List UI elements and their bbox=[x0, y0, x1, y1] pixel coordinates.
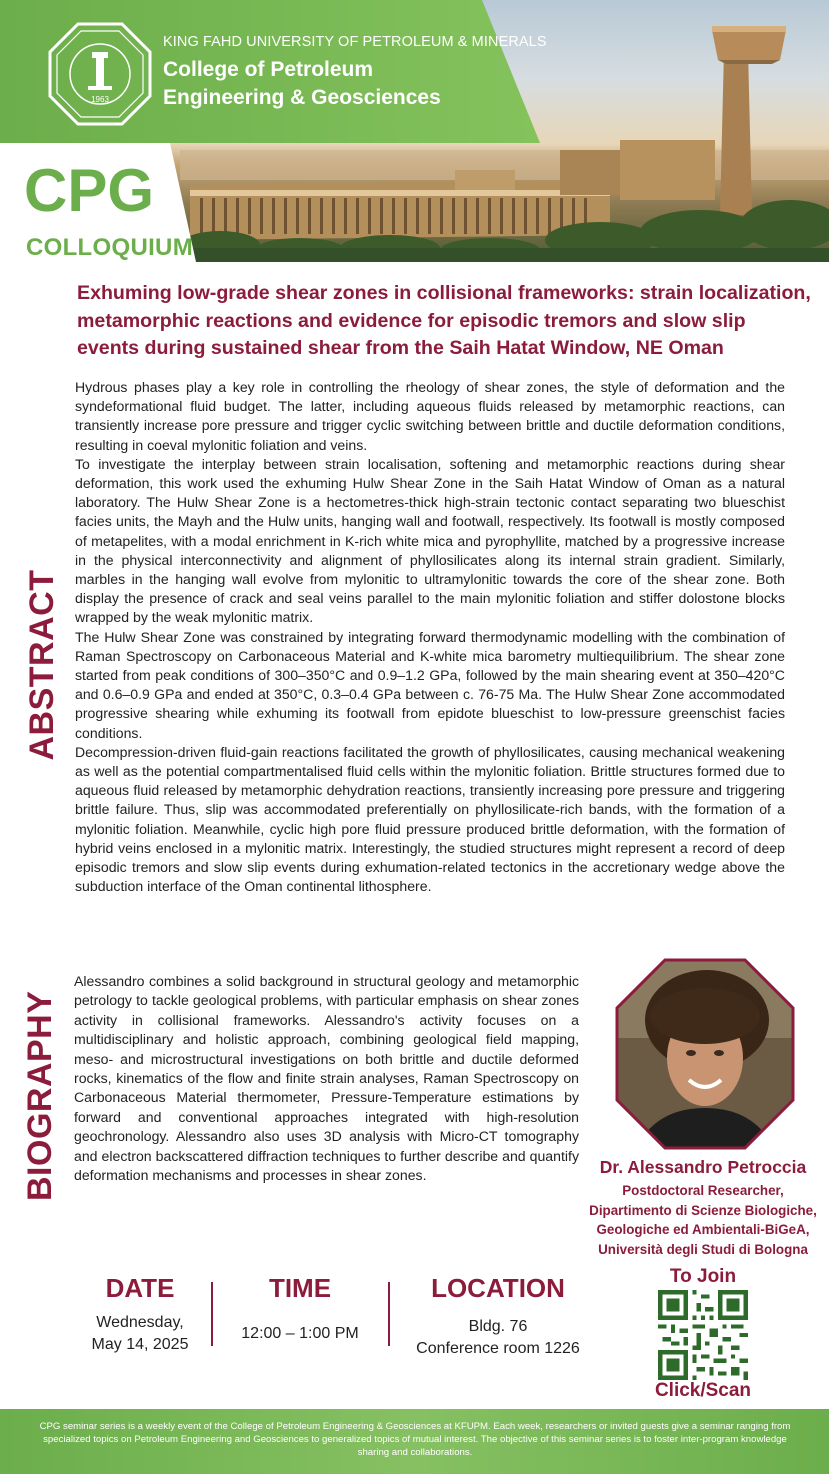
date-value bbox=[80, 1312, 200, 1356]
header-banner bbox=[0, 0, 829, 262]
speaker-affiliation-line: Postdoctoral Researcher, bbox=[622, 1183, 784, 1198]
speaker-affiliation-line: Geologiche ed Ambientali-BiGeA, bbox=[596, 1222, 810, 1237]
location-room: Conference room 1226 bbox=[416, 1340, 580, 1357]
college-name-line1: College of Petroleum bbox=[163, 58, 374, 81]
date-day: May 14, 2025 bbox=[91, 1336, 189, 1353]
abstract-paragraph: Decompression-driven fluid-gain reactions facilitated the growth of phyllosilicates, causing mechanical weakening as well as the potential compartmentalised fluid cells within the mylonitic foliation. Brittle structures formed due to aqueous fluid released by metamorphic dehydration reactions, transiently increasing pore pressure and triggering brittle failure. Thus, slip was accommodated preferentially on phyllosilicate-rich bands, with the formation of a mylonitic foliation. Meanwhile, cyclic high pore fluid pressure produced brittle deformation, with the formation of hybrid veins enclosed in a mylonitic matrix. Interestingly, the studied structures might represent a record of deep episodic tremors and slow slip events during exhumation-related tectonics in the accretionary wedge above the subduction interface of the Oman continental lithosphere. bbox=[75, 743, 785, 895]
location-building: Bldg. 76 bbox=[468, 1318, 528, 1335]
series-abbreviation: CPG bbox=[24, 157, 155, 224]
series-name: COLLOQUIUM bbox=[26, 234, 193, 261]
qr-code-icon[interactable] bbox=[655, 1290, 751, 1380]
seal-year: 1963 bbox=[91, 95, 109, 104]
college-name-line2: Engineering & Geosciences bbox=[163, 86, 441, 109]
divider bbox=[211, 1282, 213, 1346]
college-name bbox=[163, 56, 441, 112]
time-block bbox=[232, 1272, 368, 1345]
university-name: KING FAHD UNIVERSITY OF PETROLEUM & MINERALS bbox=[163, 34, 547, 50]
abstract-text bbox=[75, 378, 785, 896]
time-label: TIME bbox=[268, 1273, 332, 1303]
date-label: DATE bbox=[105, 1273, 175, 1303]
date-block bbox=[80, 1272, 200, 1356]
speaker-affiliation bbox=[583, 1181, 823, 1259]
abstract-label: ABSTRACT bbox=[23, 569, 61, 761]
university-seal-icon bbox=[48, 22, 152, 126]
location-value bbox=[400, 1316, 596, 1360]
abstract-paragraph: The Hulw Shear Zone was constrained by integrating forward thermodynamic modelling with the combination of Raman Spectroscopy on Carbonaceous Material and K-white mica barometry multiequilibrium. The shear zone started from peak conditions of 300–350°C and 0.9–1.2 GPa, followed by the main shearing event at 350–420°C and 0.6–0.9 GPa and ended at 350°C, 0.3–0.4 GPa between c. 76-75 Ma. The Hulw Shear Zone accommodated progressive shearing while exhuming its footwall from epidote blueschist to low-pressure greenschist facies conditions. bbox=[75, 628, 785, 741]
talk-title: Exhuming low-grade shear zones in collisional frameworks: strain localization, metamorphic reactions and evidence for episodic tremors and slow slip events during sustained shear from the Saih Hatat Window, NE Oman bbox=[77, 282, 811, 359]
speaker-portrait bbox=[615, 958, 795, 1150]
footer-text: CPG seminar series is a weekly event of the College of Petroleum Engineering & Geosciences at KFUPM. Each week, researchers or invited guests give a seminar ranging from specialized topics on Petroleum Engineering and Geosciences to generalized topics of mutual interest. The objective of this seminar series is to foster inter-program knowledge sharing and collaborations. bbox=[39, 1421, 791, 1458]
divider bbox=[388, 1282, 390, 1346]
date-weekday: Wednesday, bbox=[96, 1314, 184, 1331]
biography-text: Alessandro combines a solid background in structural geology and metamorphic petrology to tackle geological problems, with particular emphasis on shear zones activity in collisional frameworks. Alessandro's activity focuses on a multidisciplinary and holistic approach, combining geological field mapping, meso- and microstructural investigations on both brittle and ductile deformed rocks, kinematics of the flow and finite strain analyses, Raman Spectroscopy on Carbonaceous Material thermometer, Pressure-Temperature estimations by forward and conventional approaches integrated with high-resolution geochronology. Alessandro also uses 3D analysis with Micro-CT tomography and electron backscattered diffraction techniques to further describe and quantify deformation mechanisms and processes in shear zones. bbox=[74, 973, 579, 1184]
speaker-affiliation-line: Università degli Studi di Bologna bbox=[598, 1241, 808, 1257]
time-value: 12:00 – 1:00 PM bbox=[241, 1325, 359, 1342]
speaker-info bbox=[583, 1155, 823, 1259]
location-block bbox=[400, 1272, 596, 1360]
speaker-name: Dr. Alessandro Petroccia bbox=[599, 1157, 807, 1177]
scan-link[interactable]: Click/Scan bbox=[654, 1380, 752, 1401]
join-label: To Join bbox=[669, 1266, 737, 1287]
speaker-affiliation-line: Dipartimento di Scienze Biologiche, bbox=[589, 1202, 817, 1218]
biography-label: BIOGRAPHY bbox=[21, 990, 59, 1201]
location-label: LOCATION bbox=[431, 1273, 565, 1303]
abstract-paragraph: Hydrous phases play a key role in controlling the rheology of shear zones, the style of deformation and the syndeformational fluid budget. The latter, including aqueous fluids released by metamorphic reactions, can transiently increase pore pressure and trigger cyclic switching between brittle and ductile deformation conditions, resulting in coeval mylonitic foliation and veins. bbox=[75, 379, 785, 453]
abstract-paragraph: To investigate the interplay between strain localisation, softening and metamorphic reactions during shear deformation, this work used the exhuming Hulw Shear Zone in the Saih Hatat Window of Oman as a natural laboratory. The Hulw Shear Zone is a hectometres-thick high-strain tectonic contact separating two blueschist facies units, the Mayh and the Hulw units, hanging wall and footwall, respectively. Its footwall is mostly composed of metapelites, with a modal enrichment in K-rich white mica and pyrophyllite, matched by a progressive increase in the physical interconnectivity and alignment of phyllosilicates along its internal strain gradient. Similarly, marbles in the hanging wall evolve from mylonitic to ultramylonitic towards the core of the shear zone. Both display the presence of crack and seal veins parallel to the main mylonitic foliation and stiffer dolostone blocks wrapped by the weak mylonitic matrix. bbox=[75, 455, 785, 626]
